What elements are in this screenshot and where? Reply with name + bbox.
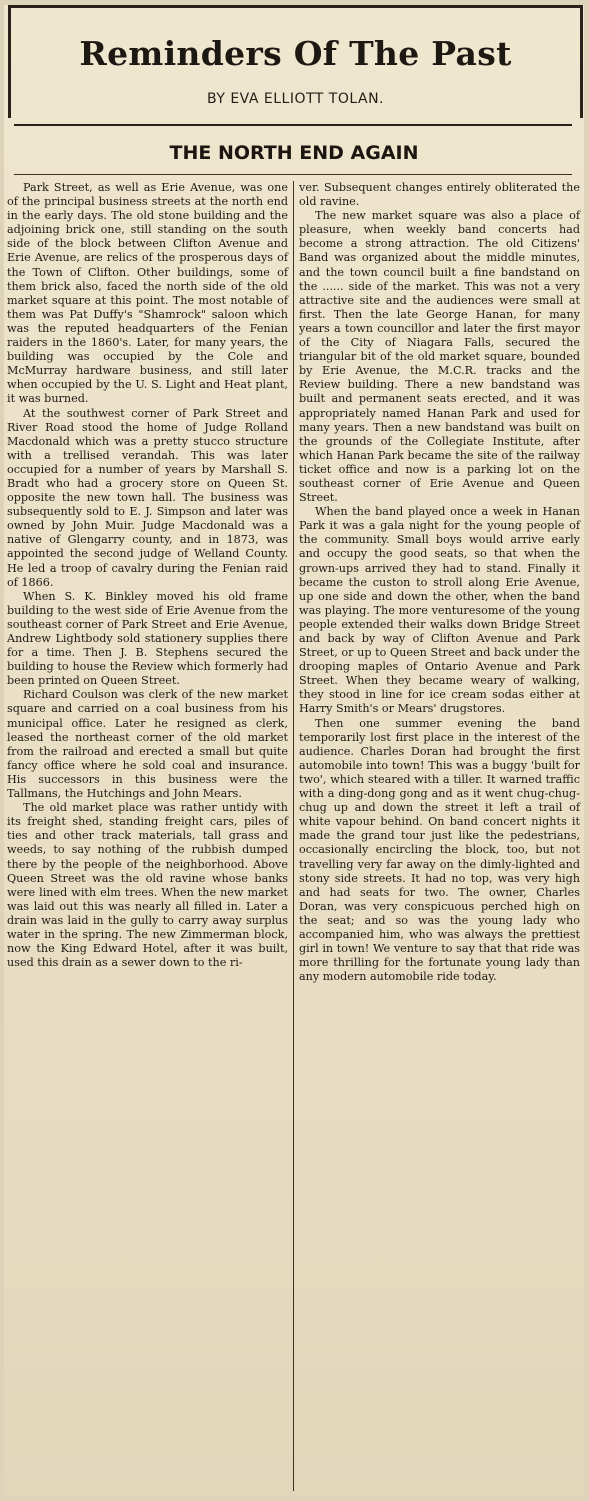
paragraph: The old market place was rather untidy with its freight shed, standing freight cars, piles of ties and other track materials, tall grass and weeds, to say nothing of the rubbish dumped there by the people of the neighborhood. Above Queen Street was the old ravine whose banks were lined with elm trees. When the new market was laid out this was nearly all filled in. Later a drain was laid in the gully to carry away surplus water in the spring. The new Zimmerman block, now the King Edward Hotel, after it was built, used this drain as a sewer down to the ri- [7, 801, 288, 970]
paragraph: Richard Coulson was clerk of the new market square and carried on a coal business from his municipal office. Later he resigned as clerk, leased the northeast corner of the old market from the railroad and erected a small but quite fancy office where he sold coal and insurance. His successors in this business were the Tallmans, the Hutchings and John Mears. [7, 688, 288, 801]
headline: Reminders Of The Past [79, 34, 512, 73]
left-column [7, 181, 288, 970]
section-rule [14, 174, 572, 175]
section-title: THE NORTH END AGAIN [169, 142, 419, 164]
banner-rule [14, 124, 572, 126]
byline: BY EVA ELLIOTT TOLAN. [207, 91, 384, 107]
paragraph: When the band played once a week in Hanan Park it was a gala night for the young people of the community. Small boys would arrive early and occupy the good seats, so that when the grown-ups arrived they had to stand. Finally it became the custon to stroll along Erie Avenue, up one side and down the other, when the band was playing. The more venturesome of the young people extended their walks down Bridge Street and back by way of Clifton Avenue and Park Street, or up to Queen Street and back under the drooping maples of Ontario Avenue and Park Street. When they became weary of walking, they stood in line for ice cream sodas either at Harry Smith's or Mears' drugstores. [299, 505, 580, 716]
right-column [299, 181, 580, 984]
paragraph: ver. Subsequent changes entirely obliterated the old ravine. [299, 181, 580, 209]
paragraph: When S. K. Binkley moved his old frame building to the west side of Erie Avenue from the southeast corner of Park Street and Erie Avenue, Andrew Lightbody sold stationery supplies there for a time. Then J. B. Stephens secured the building to house the Review which formerly had been printed on Queen Street. [7, 589, 288, 688]
paragraph: Then one summer evening the band temporarily lost first place in the interest of the audience. Charles Doran had brought the first automobile into town! This was a buggy 'built for two', which steared with a tiller. It warned traffic with a ding-dong gong and as it went chug-chug-chug up and down the street it left a trail of white vapour behind. On band concert nights it made the grand tour just like the pedestrians, occasionally encircling the block, too, but not travelling very far away on the dimly-lighted and stony side streets. It had no top, was very high and had seats for two. The owner, Charles Doran, was very conspicuous perched high on the seat; and so was the young lady who accompanied him, who was always the prettiest girl in town! We venture to say that that ride was more thrilling for the fortunate young lady than any modern automobile ride today. [299, 716, 580, 984]
paragraph: Park Street, as well as Erie Avenue, was one of the principal business streets at the north end in the early days. The old stone building and the adjoining brick one, still standing on the south side of the block between Clifton Avenue and Erie Avenue, are relics of the prosperous days of the Town of Clifton. Other buildings, some of them brick also, faced the north side of the old market square at this point. The most notable of them was Pat Duffy's "Shamrock" saloon which was the reputed headquarters of the Fenian raiders in the 1860's. Later, for many years, the building was occupied by the Cole and McMurray hardware business, and still later when occupied by the U. S. Light and Heat plant, it was burned. [7, 181, 288, 406]
paragraph: The new market square was also a place of pleasure, when weekly band concerts had become a strong attraction. The old Citizens' Band was organized about the middle minutes, and the town council built a fine bandstand on the ...... side of the market. This was not a very attractive site and the audiences were small at first. Then the late George Hanan, for many years a town councillor and later the first mayor of the City of Niagara Falls, secured the triangular bit of the old market square, bounded by Erie Avenue, the M.C.R. tracks and the Review building. There a new bandstand was built and permanent seats erected, and it was appropriately named Hanan Park and used for many years. Then a new bandstand was built on the grounds of the Collegiate Institute, after which Hanan Park became the site of the railway ticket office and now is a parking lot on the southeast corner of Erie Avenue and Queen Street. [299, 209, 580, 505]
newspaper-clipping [4, 5, 584, 1496]
paragraph: At the southwest corner of Park Street and River Road stood the home of Judge Rolland Macdonald which was a pretty stucco structure with a trellised verandah. This was later occupied for a number of years by Marshall S. Bradt who had a grocery store on Queen St. opposite the new town hall. The business was subsequently sold to E. J. Simpson and later was owned by John Muir. Judge Macdonald was a native of Glengarry county, and in 1873, was appointed the second judge of Welland County. He led a troop of cavalry during the Fenian raid of 1866. [7, 406, 288, 589]
column-banner [8, 5, 583, 118]
column-divider [293, 181, 294, 1491]
